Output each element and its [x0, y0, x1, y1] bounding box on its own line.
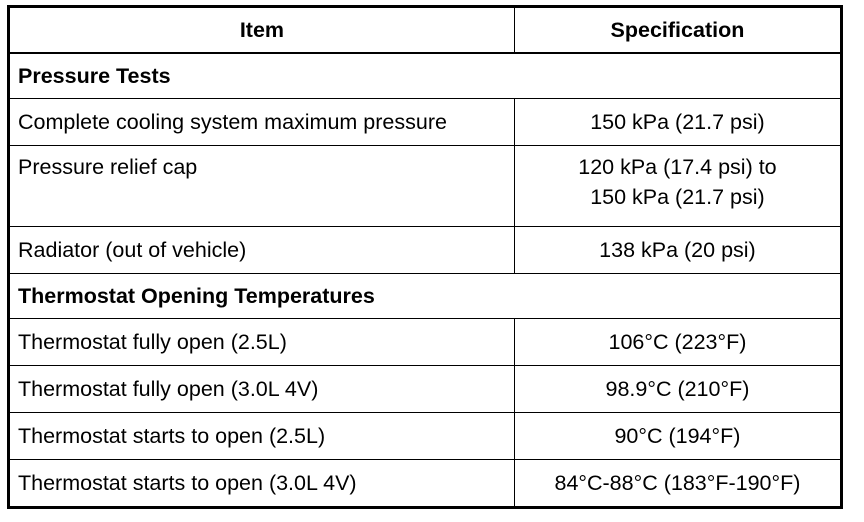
- spec-line: 150 kPa (21.7 psi): [590, 185, 765, 209]
- section-row-thermostat: [9, 274, 842, 319]
- table-row: [9, 146, 842, 227]
- spec-cell: [514, 146, 841, 227]
- spec-cell: 150 kPa (21.7 psi): [514, 99, 841, 146]
- item-cell: Thermostat fully open (2.5L): [9, 319, 515, 366]
- section-title: Pressure Tests: [9, 53, 842, 99]
- section-row-pressure-tests: [9, 53, 842, 99]
- item-cell: Pressure relief cap: [9, 146, 515, 227]
- header-row: [9, 7, 842, 54]
- table-row: [9, 99, 842, 146]
- table-row: [9, 460, 842, 508]
- item-cell: Radiator (out of vehicle): [9, 227, 515, 274]
- spec-cell: 138 kPa (20 psi): [514, 227, 841, 274]
- specification-table: [7, 5, 843, 509]
- table-row: [9, 227, 842, 274]
- item-cell: Thermostat fully open (3.0L 4V): [9, 366, 515, 413]
- section-title: Thermostat Opening Temperatures: [9, 274, 842, 319]
- table-row: [9, 319, 842, 366]
- spec-cell: 90°C (194°F): [514, 413, 841, 460]
- header-specification: Specification: [514, 7, 841, 54]
- spec-cell: 98.9°C (210°F): [514, 366, 841, 413]
- spec-line: 120 kPa (17.4 psi) to: [578, 155, 777, 179]
- table-row: [9, 366, 842, 413]
- item-cell: Thermostat starts to open (2.5L): [9, 413, 515, 460]
- spec-cell: 84°C-88°C (183°F-190°F): [514, 460, 841, 508]
- header-item: Item: [9, 7, 515, 54]
- item-cell: Complete cooling system maximum pressure: [9, 99, 515, 146]
- item-cell: Thermostat starts to open (3.0L 4V): [9, 460, 515, 508]
- spec-cell: 106°C (223°F): [514, 319, 841, 366]
- table-row: [9, 413, 842, 460]
